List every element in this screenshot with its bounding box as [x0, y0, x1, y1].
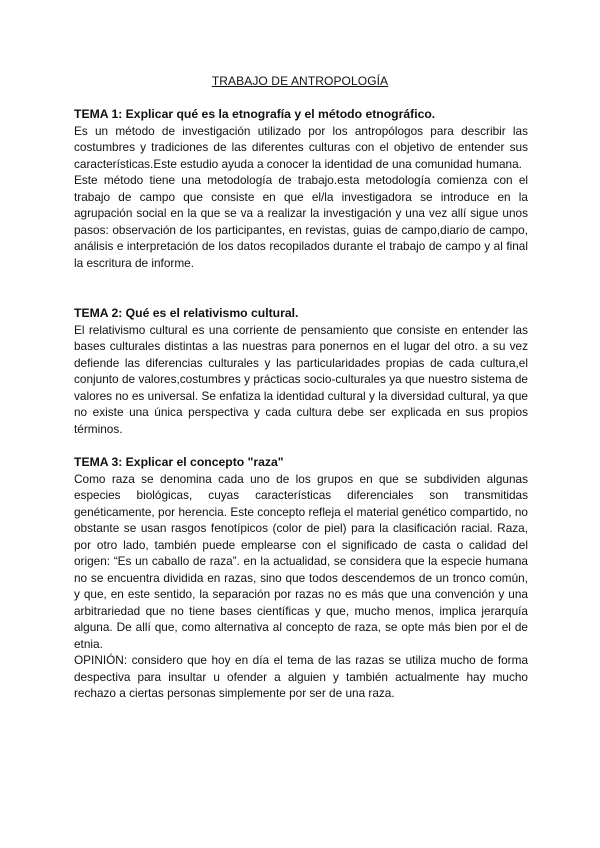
- document-title: TRABAJO DE ANTROPOLOGÍA: [211, 74, 389, 88]
- section-paragraph: Este método tiene una metodología de trabajo.esta metodología comienza con el trabajo de campo que consiste en que el/la investigadora se introduce en la agrupación social en la que se va a realizar la investigación y una vez allí sigue unos pasos: observación de los participantes, en revistas, guias de campo,diario de campo, análisis e interpretación de los datos recopilados durante el trabajo de campo y al final la escritura de informe.: [74, 173, 528, 270]
- section-paragraph: El relativismo cultural es una corriente de pensamiento que consiste en entender las bases culturales distintas a las nuestras para ponernos en el lugar del otro. a su vez defiende las diferencias culturales y las particularidades propias de cada cultura,el conjunto de valores,costumbres y prácticas socio-culturales ya que nuestro sistema de valores no es universal. Se enfatiza la identidad cultural y la diversidad cultural, ya que no existe una única perspectiva y cada cultura debe ser explicada en sus propios términos.: [74, 322, 528, 436]
- section-paragraph: Como raza se denomina cada uno de los grupos en que se subdividen algunas especies biológicas, cuyas características diferenciales son transmitidas genéticamente, por herencia. Este concepto refleja el material genético compartido, no obstante se usan rasgos fenotípicos (color de piel) para la clasificación racial. Raza, por otro lado, también puede emplearse con el significado de casta o calidad del origen: “Es un caballo de raza”. en la actualidad, se considera que la especie humana no se encuentra dividida en razas, sino que todos descendemos de un tronco común, y que, en este sentido, la separación por razas no es más que una convención y una arbitrariedad que no tiene bases científicas y que, mucho menos, implica jerarquía alguna. De allí que, como alternativa al concepto de raza, se opte más bien por el de etnia.: [74, 471, 528, 651]
- section-heading: TEMA 2: Qué es el relativismo cultural.: [74, 306, 299, 320]
- section-heading: TEMA 3: Explicar el concepto "raza": [74, 455, 284, 469]
- section-tema-2: [74, 305, 528, 437]
- section-heading: TEMA 1: Explicar qué es la etnografía y el método etnográfico.: [74, 107, 436, 121]
- section-tema-3: [74, 454, 528, 702]
- opinion-paragraph: OPINIÓN: considero que hoy en día el tema de las razas se utiliza mucho de forma despectiva para insultar u ofender a alguien y también actualmente hay mucho rechazo a ciertas personas simplemente por ser de una raza.: [74, 653, 528, 700]
- section-tema-1: [74, 106, 528, 271]
- section-paragraph: Es un método de investigación utilizado por los antropólogos para describir las costumbres y tradiciones de las diferentes culturas con el objetivo de entender sus características.Este estudio ayuda a conocer la identidad de una comunidad humana.: [74, 123, 528, 171]
